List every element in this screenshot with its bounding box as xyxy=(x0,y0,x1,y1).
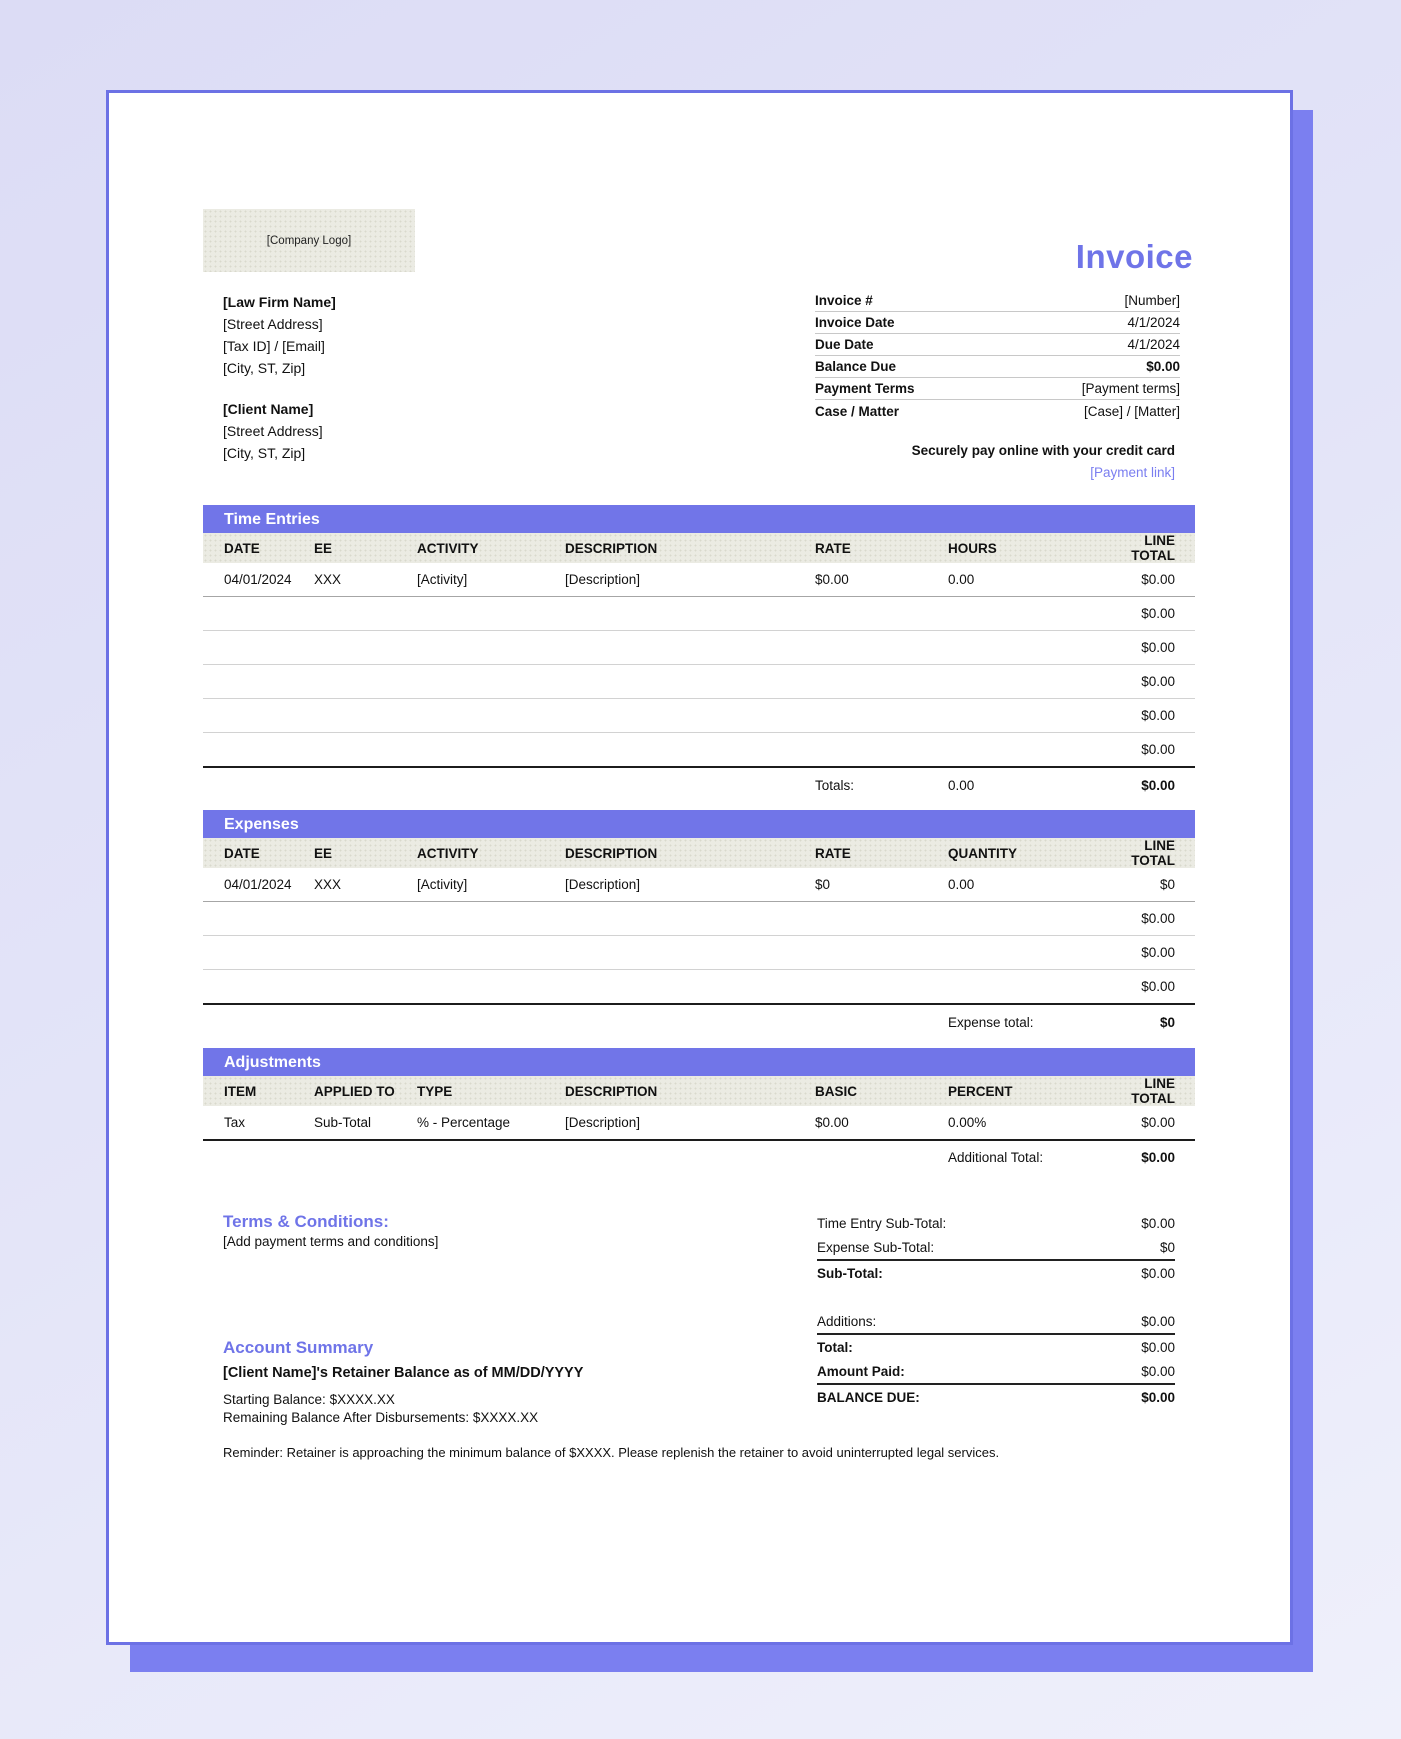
adjustment-applied-to: Sub-Total xyxy=(314,1106,417,1140)
col-activity: ACTIVITY xyxy=(417,540,479,556)
expense-rate: $0 xyxy=(815,868,948,902)
invoice-page xyxy=(106,90,1293,1645)
meta-row-due-date xyxy=(815,334,1180,356)
invoice-number-value: [Number] xyxy=(1124,293,1180,308)
additional-total-amount: $0.00 xyxy=(1141,1150,1175,1165)
client-address-block xyxy=(223,398,323,464)
adjustment-basic: $0.00 xyxy=(815,1106,948,1140)
time-entry-empty-row xyxy=(203,699,1195,733)
law-firm-tax-email: [Tax ID] / [Email] xyxy=(223,338,325,354)
payment-terms-value: [Payment terms] xyxy=(1081,381,1180,396)
additions-value: $0.00 xyxy=(1141,1314,1175,1329)
invoice-number-label: Invoice # xyxy=(815,293,873,308)
expense-empty-total: $0.00 xyxy=(1103,902,1195,936)
meta-row-invoice-number xyxy=(815,290,1180,312)
col-activity: ACTIVITY xyxy=(417,845,479,861)
adjustment-line-total: $0.00 xyxy=(1103,1106,1195,1140)
time-entries-totals-label: Totals: xyxy=(815,767,948,802)
total-value: $0.00 xyxy=(1141,1340,1175,1355)
time-entry-empty-row xyxy=(203,733,1195,768)
adjustment-description: [Description] xyxy=(565,1106,815,1140)
expenses-section-header: Expenses xyxy=(203,810,1195,838)
summary-row-subtotal xyxy=(817,1261,1175,1286)
expense-empty-row xyxy=(203,902,1195,936)
adjustment-row xyxy=(203,1106,1195,1140)
payment-terms-label: Payment Terms xyxy=(815,381,915,396)
terms-body: [Add payment terms and conditions] xyxy=(223,1234,439,1249)
remaining-balance-line: Remaining Balance After Disbursements: $XXXX.XX xyxy=(223,1410,539,1425)
time-entry-row xyxy=(203,563,1195,597)
case-matter-label: Case / Matter xyxy=(815,403,900,419)
client-street: [Street Address] xyxy=(223,423,323,439)
col-rate: RATE xyxy=(815,540,851,556)
balance-due-value: $0.00 xyxy=(1146,359,1180,374)
expense-empty-total: $0.00 xyxy=(1141,979,1175,994)
summary-row-balance-due xyxy=(817,1385,1175,1410)
time-entry-empty-total: $0.00 xyxy=(1103,597,1195,631)
case-matter-value: [Case] / [Matter] xyxy=(1083,403,1180,419)
client-city: [City, ST, Zip] xyxy=(223,445,306,461)
adjustment-percent: 0.00% xyxy=(948,1106,1103,1140)
summary-row-expense-subtotal xyxy=(817,1236,1175,1261)
subtotal-label: Sub-Total: xyxy=(817,1266,883,1281)
time-entry-empty-row xyxy=(203,631,1195,665)
time-entries-totals-row xyxy=(203,767,1195,802)
invoice-meta-block xyxy=(815,290,1180,422)
meta-row-balance-due xyxy=(815,356,1180,378)
time-entry-subtotal-label: Time Entry Sub-Total: xyxy=(817,1216,947,1231)
adjustments-section-header: Adjustments xyxy=(203,1048,1195,1076)
col-quantity: QUANTITY xyxy=(948,845,1017,861)
expense-date: 04/01/2024 xyxy=(203,868,314,902)
company-logo-text: [Company Logo] xyxy=(266,234,352,247)
time-entry-empty-row xyxy=(203,597,1195,631)
expenses-total-row xyxy=(203,1004,1195,1039)
summary-row-amount-paid xyxy=(817,1360,1175,1385)
expense-line-total: $0 xyxy=(1103,868,1195,902)
invoice-date-label: Invoice Date xyxy=(815,315,895,330)
summary-row-total xyxy=(817,1335,1175,1360)
col-percent: PERCENT xyxy=(948,1083,1013,1099)
time-entry-description: [Description] xyxy=(565,563,815,597)
expenses-header-row xyxy=(203,838,1195,868)
meta-row-invoice-date xyxy=(815,312,1180,334)
adjustments-table xyxy=(203,1076,1195,1174)
expense-row xyxy=(203,868,1195,902)
balance-due-total-value: $0.00 xyxy=(1141,1390,1175,1405)
time-entry-hours: 0.00 xyxy=(948,563,1103,597)
col-type: TYPE xyxy=(417,1083,453,1099)
col-rate: RATE xyxy=(815,845,851,861)
summary-row-time-entry-subtotal xyxy=(817,1211,1175,1236)
summary-row-additions xyxy=(817,1310,1175,1335)
summary-totals-block xyxy=(817,1211,1175,1410)
col-line-total: LINE TOTAL xyxy=(1131,838,1175,868)
expense-description: [Description] xyxy=(565,868,815,902)
meta-row-case-matter xyxy=(815,400,1180,422)
terms-heading: Terms & Conditions: xyxy=(223,1212,389,1231)
amount-paid-value: $0.00 xyxy=(1141,1364,1175,1379)
expense-empty-row xyxy=(203,936,1195,970)
col-ee: EE xyxy=(314,540,333,556)
law-firm-city: [City, ST, Zip] xyxy=(223,360,306,376)
col-applied-to: APPLIED TO xyxy=(314,1083,395,1099)
time-entries-totals-hours: 0.00 xyxy=(948,767,1103,802)
expense-empty-row xyxy=(203,970,1195,1005)
time-entry-empty-total: $0.00 xyxy=(1103,631,1195,665)
meta-row-payment-terms xyxy=(815,378,1180,400)
time-entry-empty-total: $0.00 xyxy=(1141,742,1175,757)
col-basic: BASIC xyxy=(815,1083,858,1099)
time-entry-subtotal-value: $0.00 xyxy=(1141,1216,1175,1231)
amount-paid-label: Amount Paid: xyxy=(817,1364,905,1379)
expense-ee: XXX xyxy=(314,868,417,902)
col-line-total: LINE TOTAL xyxy=(1131,533,1175,563)
additional-total-label: Additional Total: xyxy=(948,1150,1044,1165)
time-entry-empty-row xyxy=(203,665,1195,699)
account-summary-heading: Account Summary xyxy=(223,1338,374,1357)
col-date: DATE xyxy=(224,540,260,556)
expenses-section xyxy=(203,810,1195,1039)
invoice-date-value: 4/1/2024 xyxy=(1127,315,1180,330)
starting-balance-line: Starting Balance: $XXXX.XX xyxy=(223,1392,395,1407)
company-logo-placeholder xyxy=(203,209,415,272)
expense-total-label: Expense total: xyxy=(948,1004,1103,1039)
expense-subtotal-label: Expense Sub-Total: xyxy=(817,1240,935,1255)
secure-pay-note: Securely pay online with your credit card xyxy=(911,443,1175,458)
col-description: DESCRIPTION xyxy=(565,1083,658,1099)
adjustments-header-row xyxy=(203,1076,1195,1106)
time-entry-rate: $0.00 xyxy=(815,563,948,597)
adjustments-section xyxy=(203,1048,1195,1174)
time-entries-section xyxy=(203,505,1195,802)
expense-quantity: 0.00 xyxy=(948,868,1103,902)
expenses-table xyxy=(203,838,1195,1039)
retainer-reminder-note: Reminder: Retainer is approaching the minimum balance of $XXXX. Please replenish the retainer to avoid uninterrupted legal services. xyxy=(223,1445,1000,1460)
adjustment-item: Tax xyxy=(203,1106,314,1140)
balance-due-total-label: BALANCE DUE: xyxy=(817,1390,920,1405)
time-entry-date: 04/01/2024 xyxy=(203,563,314,597)
expense-empty-total: $0.00 xyxy=(1103,936,1195,970)
adjustment-type: % - Percentage xyxy=(417,1106,565,1140)
payment-link[interactable]: [Payment link] xyxy=(1090,465,1175,480)
total-label: Total: xyxy=(817,1340,853,1355)
col-description: DESCRIPTION xyxy=(565,540,658,556)
col-item: ITEM xyxy=(224,1083,257,1099)
balance-due-label: Balance Due xyxy=(815,359,897,374)
time-entry-ee: XXX xyxy=(314,563,417,597)
expense-subtotal-value: $0 xyxy=(1159,1240,1175,1255)
retainer-balance-line: [Client Name]'s Retainer Balance as of MM/DD/YYYY xyxy=(223,1365,584,1381)
time-entry-empty-total: $0.00 xyxy=(1103,699,1195,733)
law-firm-street: [Street Address] xyxy=(223,316,323,332)
expense-total-amount: $0 xyxy=(1103,1004,1195,1039)
law-firm-address-block xyxy=(223,291,336,379)
additions-label: Additions: xyxy=(817,1314,877,1329)
due-date-value: 4/1/2024 xyxy=(1127,337,1180,352)
adjustments-total-row xyxy=(203,1140,1195,1174)
col-ee: EE xyxy=(314,845,333,861)
time-entries-header-row xyxy=(203,533,1195,563)
col-date: DATE xyxy=(224,845,260,861)
time-entries-totals-amount: $0.00 xyxy=(1103,767,1195,802)
subtotal-value: $0.00 xyxy=(1141,1266,1175,1281)
expense-activity: [Activity] xyxy=(417,868,565,902)
due-date-label: Due Date xyxy=(815,337,874,352)
time-entry-activity: [Activity] xyxy=(417,563,565,597)
client-name: [Client Name] xyxy=(223,401,314,417)
summary-spacer xyxy=(817,1286,1175,1310)
invoice-title: Invoice xyxy=(1075,238,1193,275)
time-entry-empty-total: $0.00 xyxy=(1103,665,1195,699)
col-description: DESCRIPTION xyxy=(565,845,658,861)
time-entry-line-total: $0.00 xyxy=(1103,563,1195,597)
time-entries-table xyxy=(203,533,1195,802)
col-hours: HOURS xyxy=(948,540,997,556)
law-firm-name: [Law Firm Name] xyxy=(223,294,336,310)
time-entries-section-header: Time Entries xyxy=(203,505,1195,533)
col-line-total: LINE TOTAL xyxy=(1131,1076,1175,1106)
